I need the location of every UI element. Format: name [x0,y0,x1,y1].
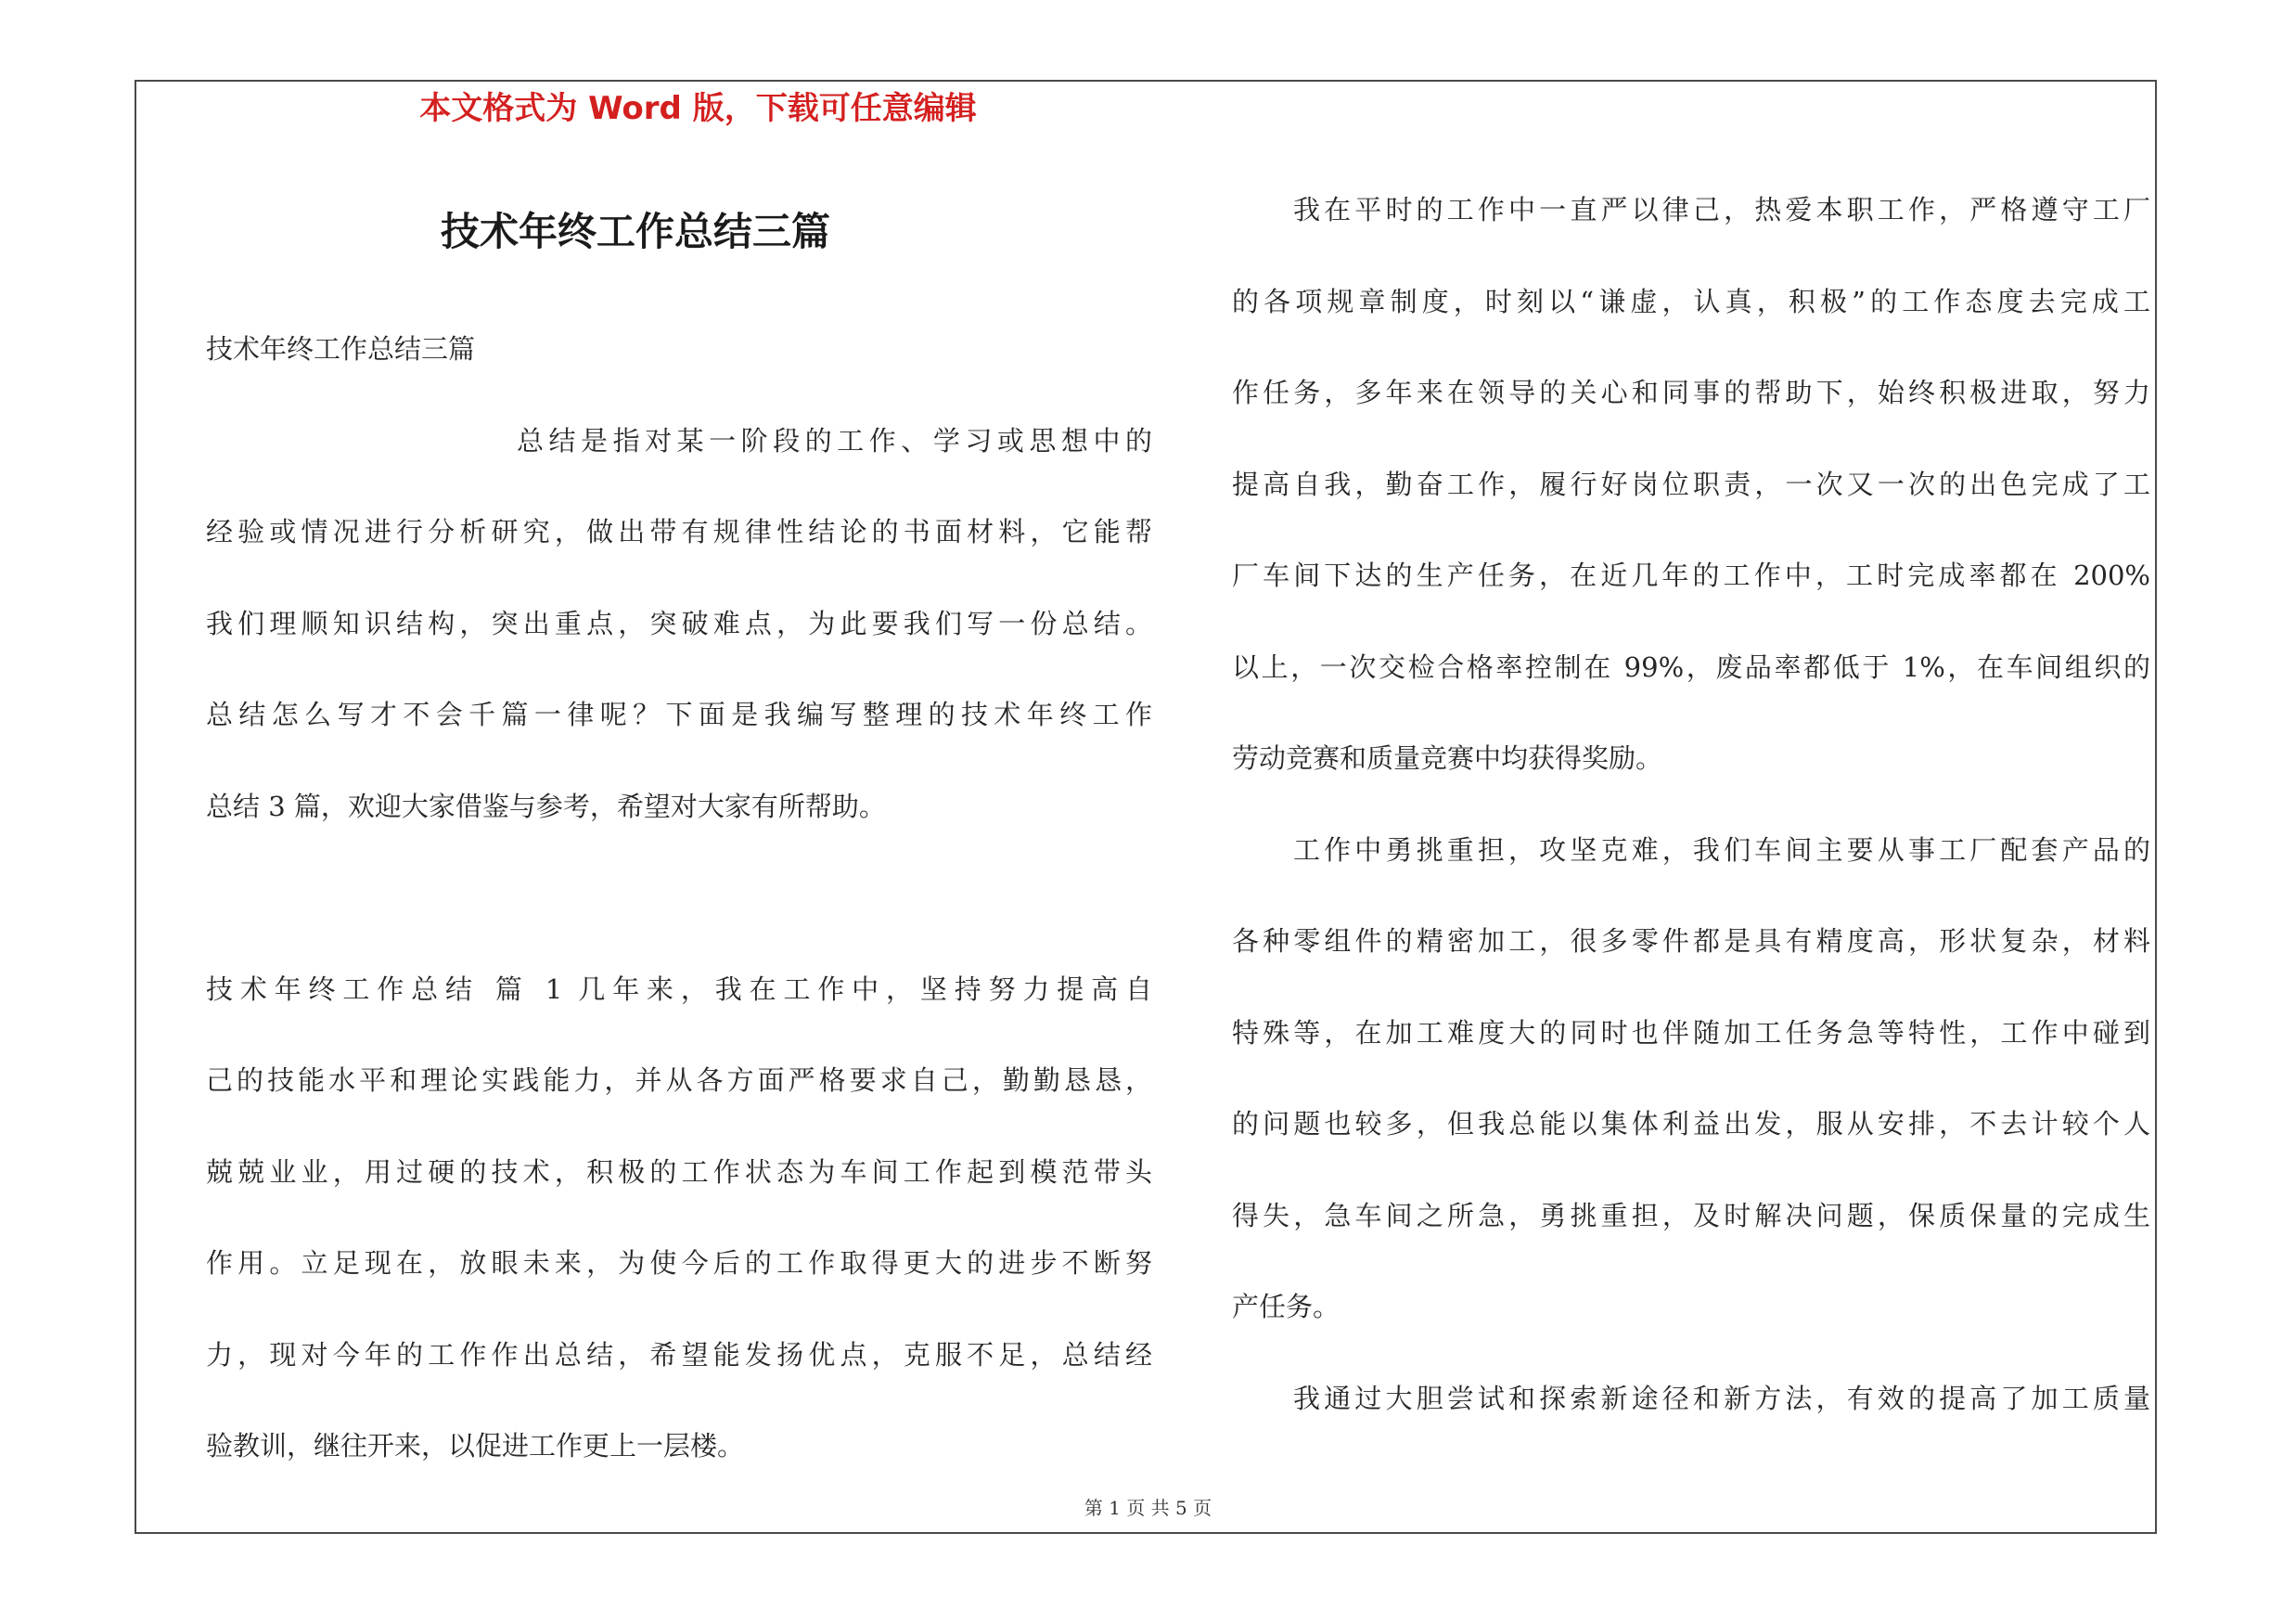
text-line: 己的技能水平和理论实践能力，并从各方面严格要求自己，勤勤恳恳， [206,1064,1152,1096]
text-line: 劳动竞赛和质量竞赛中均获得奖励。 [1232,742,1663,774]
text-line: 我们理顺知识结构，突出重点，突破难点，为此要我们写一份总结。 [206,607,1152,639]
text-line: 作用。立足现在，放眼未来，为使今后的工作取得更大的进步不断努 [206,1247,1152,1279]
text-line: 我在平时的工作中一直严以律己，热爱本职工作，严格遵守工厂 [1293,194,2150,225]
text-line: 兢兢业业，用过硬的技术，积极的工作状态为车间工作起到模范带头 [206,1155,1152,1188]
text-line [206,879,1152,916]
text-line: 总结 3 篇，欢迎大家借鉴与参考，希望对大家有所帮助。 [206,790,886,822]
text-line: 的各项规章制度，时刻以“谦虚，认真，积极”的工作态度去完成工 [1232,285,2150,317]
text-line: 的问题也较多，但我总能以集体利益出发，服从安排，不去计较个人 [1232,1108,2150,1140]
text-line: 特殊等，在加工难度大的同时也伴随加工任务急等特性，工作中碰到 [1232,1016,2150,1049]
text-line: 作任务，多年来在领导的关心和同事的帮助下，始终积极进取，努力 [1232,377,2150,408]
text-line: 总结怎么写才不会千篇一律呢？下面是我编写整理的技术年终工作 [206,699,1152,730]
format-banner: 本文格式为 Word 版，下载可任意编辑 [419,90,977,127]
page-number: 第 1 页 共 5 页 [1084,1497,1212,1519]
text-line: 工作中勇挑重担，攻坚克难，我们车间主要从事工厂配套产品的 [1293,833,2150,866]
text-line: 得失，急车间之所急，勇挑重担，及时解决问题，保质保量的完成生 [1232,1199,2150,1231]
text-line: 技术年终工作总结 篇 1 几年来，我在工作中，坚持努力提高自 [206,973,1152,1005]
text-line: 验教训，继往开来，以促进工作更上一层楼。 [206,1430,745,1462]
document-title: 技术年终工作总结三篇 [440,209,830,254]
text-line: 我通过大胆尝试和探索新途径和新方法，有效的提高了加工质量 [1293,1382,2150,1414]
text-line: 以上，一次交检合格率控制在 99%，废品率都低于 1%，在车间组织的 [1232,650,2150,683]
text-line: 力，现对今年的工作作出总结，希望能发扬优点，克服不足，总结经 [206,1338,1152,1371]
text-line: 厂车间下达的生产任务，在近几年的工作中，工时完成率都在 200% [1232,560,2150,591]
text-line: 技术年终工作总结三篇 [206,333,476,365]
text-line: 提高自我，勤奋工作，履行好岗位职责，一次又一次的出色完成了工 [1232,468,2150,500]
text-line: 总结是指对某一阶段的工作、学习或思想中的 [517,424,1152,457]
text-line: 经验或情况进行分析研究，做出带有规律性结论的书面材料，它能帮 [206,516,1152,547]
text-line: 各种零组件的精密加工，很多零件都是具有精度高，形状复杂，材料 [1232,925,2150,957]
text-line: 产任务。 [1232,1291,1340,1322]
